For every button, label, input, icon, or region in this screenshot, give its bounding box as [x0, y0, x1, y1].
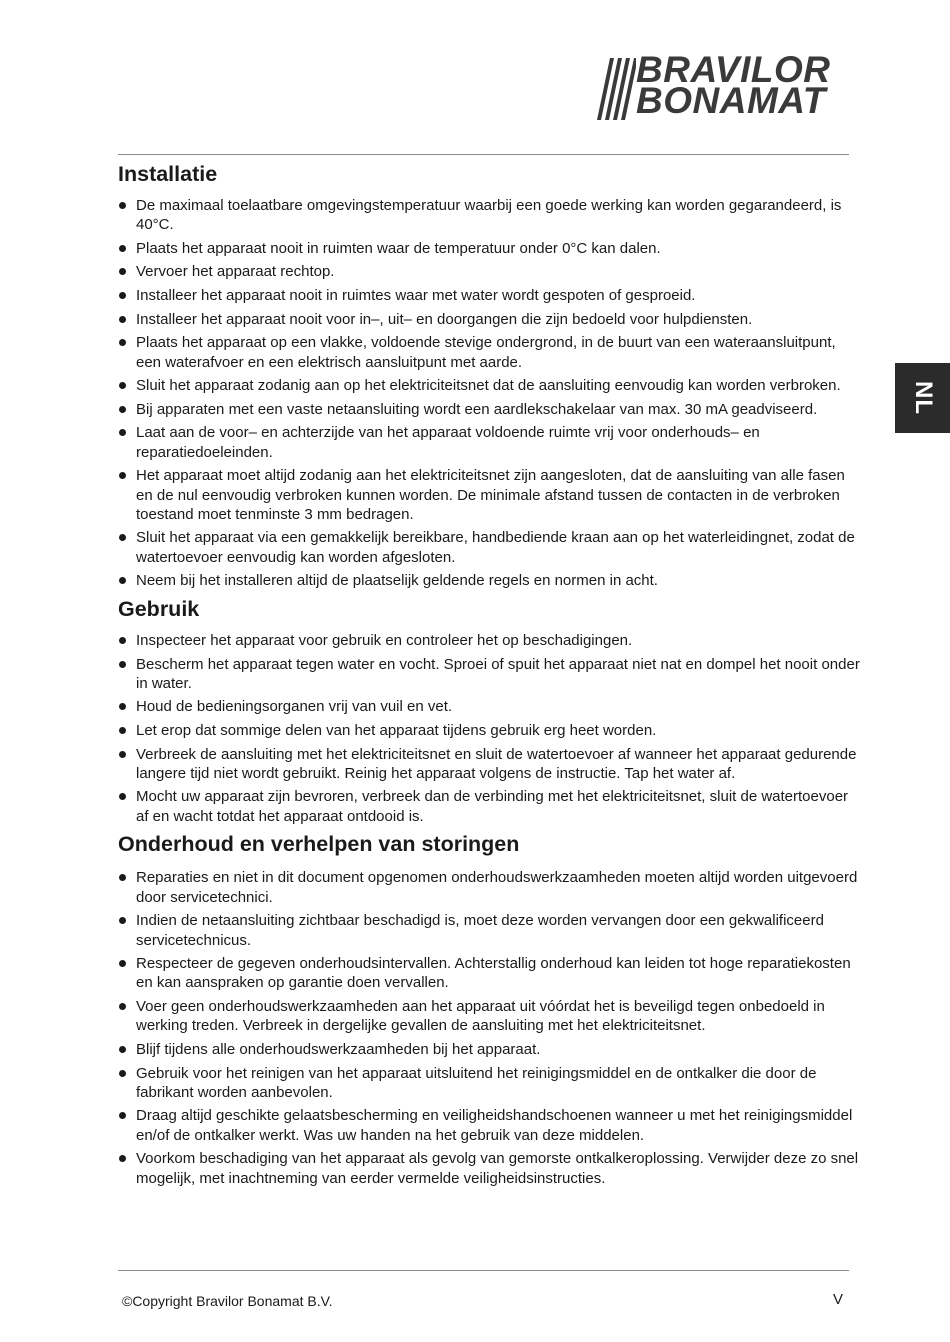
bullet-list — [118, 868, 863, 1188]
footer-divider — [118, 1270, 849, 1271]
list-item: Respecteer de gegeven onderhoudsintervallen. Achterstallig onderhoud kan leiden tot hoge reparatiekosten en kan aanspraken op garantie doen vervallen. — [118, 954, 863, 993]
list-item: Plaats het apparaat op een vlakke, voldoende stevige ondergrond, in de buurt van een wateraansluitpunt, een waterafvoer en een elektrisch aansluitpunt met aarde. — [118, 333, 863, 372]
list-item: Indien de netaansluiting zichtbaar beschadigd is, moet deze worden vervangen door een gekwalificeerd servicetechnicus. — [118, 911, 863, 950]
list-item: Neem bij het installeren altijd de plaatselijk geldende regels en normen in acht. — [118, 571, 863, 590]
bullet-list — [118, 631, 863, 826]
list-item: Sluit het apparaat zodanig aan op het elektriciteitsnet dat de aansluiting eenvoudig kan worden verbroken. — [118, 376, 863, 395]
list-item: Let erop dat sommige delen van het apparaat tijdens gebruik erg heet worden. — [118, 721, 863, 740]
list-item: De maximaal toelaatbare omgevingstemperatuur waarbij een goede werking kan worden gegarandeerd, is 40°C. — [118, 196, 863, 235]
section-title: Gebruik — [118, 596, 200, 621]
logo-line-2: BONAMAT — [636, 80, 826, 121]
copyright-text: ©Copyright Bravilor Bonamat B.V. — [122, 1293, 333, 1309]
list-item: Voorkom beschadiging van het apparaat als gevolg van gemorste ontkalkeroplossing. Verwijder deze zo snel mogelijk, met inachtneming van eerder vermelde veiligheidsinstructies. — [118, 1149, 863, 1188]
list-item: Laat aan de voor– en achterzijde van het apparaat voldoende ruimte vrij voor onderhouds– en reparatiedoeleinden. — [118, 423, 863, 462]
list-item: Gebruik voor het reinigen van het apparaat uitsluitend het reinigingsmiddel en de ontkalker die door de fabrikant worden aanbevolen. — [118, 1064, 863, 1103]
list-item: Installeer het apparaat nooit voor in–, uit– en doorgangen die zijn bedoeld voor hulpdiensten. — [118, 310, 863, 329]
list-item: Draag altijd geschikte gelaatsbescherming en veiligheidshandschoenen wanneer u met het reinigingsmiddel en/of de ontkalker werkt. Was uw handen na het gebruik van deze middelen. — [118, 1106, 863, 1145]
section-onderhoud — [118, 830, 863, 1188]
list-item: Voer geen onderhoudswerkzaamheden aan het apparaat uit vóórdat het is beveiligd tegen onbedoeld in werking treden. Verbreek in dergelijke gevallen de aansluiting met het elektriciteitsnet. — [118, 997, 863, 1036]
list-item: Het apparaat moet altijd zodanig aan het elektriciteitsnet zijn aangesloten, dat de aansluiting van alle fasen en de nul eenvoudig verbroken kunnen worden. De minimale afstand tussen de contacten in de verbroken toestand moet tenminste 3 mm bedragen. — [118, 466, 863, 524]
list-item: Bescherm het apparaat tegen water en vocht. Sproei of spuit het apparaat niet nat en dompel het nooit onder in water. — [118, 655, 863, 694]
list-item: Sluit het apparaat via een gemakkelijk bereikbare, handbediende kraan aan op het waterleidingnet, zodat de watertoevoer eenvoudig kan worden afgesloten. — [118, 528, 863, 567]
page-number: V — [833, 1291, 844, 1308]
header-divider — [118, 154, 849, 155]
language-tab — [895, 363, 950, 433]
logo-stripes-icon — [596, 56, 636, 122]
language-tab-label: NL — [909, 381, 937, 415]
section-gebruik — [118, 595, 863, 826]
list-item: Blijf tijdens alle onderhoudswerkzaamheden bij het apparaat. — [118, 1040, 863, 1059]
list-item: Verbreek de aansluiting met het elektriciteitsnet en sluit de watertoevoer af wanneer het apparaat gedurende langere tijd niet wordt gebruikt. Reinig het apparaat volgens de instructie. Tap het water af. — [118, 745, 863, 784]
section-installatie — [118, 160, 863, 591]
section-title: Onderhoud en verhelpen van storingen — [118, 832, 520, 857]
list-item: Bij apparaten met een vaste netaansluiting wordt een aardlekschakelaar van max. 30 mA geadviseerd. — [118, 400, 863, 419]
bullet-list — [118, 196, 863, 591]
list-item: Mocht uw apparaat zijn bevroren, verbreek dan de verbinding met het elektriciteitsnet, sluit de watertoevoer af en wacht totdat het apparaat ontdooid is. — [118, 787, 863, 826]
list-item: Reparaties en niet in dit document opgenomen onderhoudswerkzaamheden moeten altijd worden uitgevoerd door servicetechnici. — [118, 868, 863, 907]
list-item: Plaats het apparaat nooit in ruimten waar de temperatuur onder 0°C kan dalen. — [118, 239, 863, 258]
list-item: Installeer het apparaat nooit in ruimtes waar met water wordt gespoten of gesproeid. — [118, 286, 863, 305]
list-item: Houd de bedieningsorganen vrij van vuil en vet. — [118, 697, 863, 716]
logo-line-1: BRAVILOR — [636, 49, 831, 90]
section-title: Installatie — [118, 162, 218, 186]
logo-wordmark — [636, 49, 831, 121]
brand-logo — [596, 49, 850, 122]
list-item: Vervoer het apparaat rechtop. — [118, 262, 863, 281]
list-item: Inspecteer het apparaat voor gebruik en controleer het op beschadigingen. — [118, 631, 863, 650]
document-body — [118, 158, 863, 1192]
